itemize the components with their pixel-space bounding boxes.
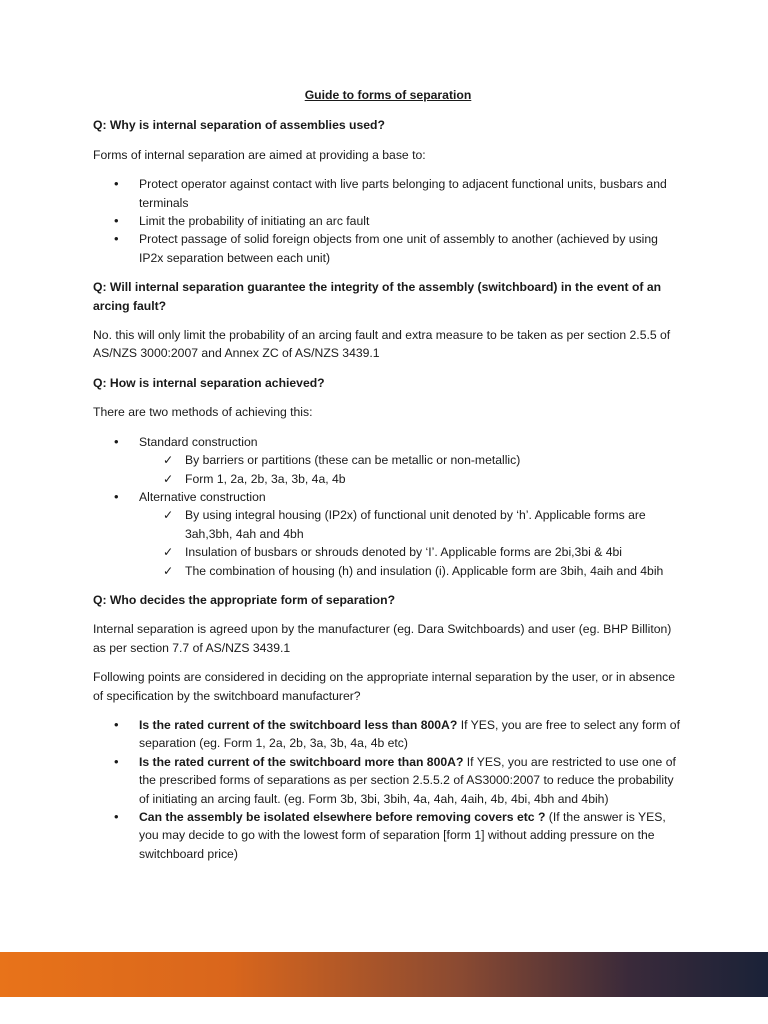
purpose-list [93,175,683,267]
list-item: ✓ By using integral housing (IP2x) of functional unit denoted by ‘h’. Applicable forms are 3ah,3bh, 4ah and 4bh [163,508,646,541]
list-item: ✓ Insulation of busbars or shrouds denoted by ‘I’. Applicable forms are 2bi,3bi & 4bi [139,543,683,561]
question-guarantee-integrity: Q: Will internal separation guarantee the integrity of the assembly (switchboard) in the event of an arcing fault? [93,280,662,313]
method-name: Standard construction [139,434,258,449]
method-name: Alternative construction [139,489,266,504]
list-item: • Protect passage of solid foreign objects from one unit of assembly to another (achieved by using IP2x separation between each unit) [93,230,683,267]
methods-intro: There are two methods of achieving this: [93,405,313,420]
question-how-achieved: Q: How is internal separation achieved? [93,375,325,390]
list-item: • Protect operator against contact with live parts belonging to adjacent functional units, busbars and terminals [93,175,683,212]
question-why-used: Q: Why is internal separation of assemblies used? [93,118,385,133]
checkmark-icon: ✓ [163,563,174,578]
point-answer: (If the answer is YES, you may decide to go with the lowest form of separation [form 1] without adding pressure on the switchboard price) [139,810,666,861]
answer-intro: Forms of internal separation are aimed at providing a base to: [93,147,426,162]
list-item [93,433,683,488]
list-item: • Limit the probability of initiating an arc fault [93,212,683,230]
methods-list [93,433,683,580]
point-question: Can the assembly be isolated elsewhere before removing covers etc ? [139,810,546,824]
answer-who-decides: Internal separation is agreed upon by the manufacturer (eg. Dara Switchboards) and user (eg. BHP Billiton) as per section 7.7 of AS/NZS 3439.1 [93,622,672,655]
sub-list [139,451,683,488]
considerations-list [93,716,683,863]
checkmark-icon: ✓ [163,545,174,560]
checkmark-icon: ✓ [163,453,174,468]
question-who-decides: Q: Who decides the appropriate form of separation? [93,592,396,607]
checkmark-icon: ✓ [163,508,174,523]
checkmark-icon: ✓ [163,471,174,486]
point-answer: If YES, you are restricted to use one of the prescribed forms of separations as per section 2.5.5.2 of AS3000:2007 to reduce the probability of initiating an arcing fault. (eg. Form 3b, 3bi, 3bih, 4a, 4ah, 4aih, 4b, 4bi, 4bh and 4bih) [139,754,676,806]
point-question: Is the rated current of the switchboard less than 800A? [139,717,458,732]
answer-guarantee: No. this will only limit the probability of an arcing fault and extra measure to be taken as per section 2.5.5 of AS/NZS 3000:2007 and Annex ZC of AS/NZS 3439.1 [93,328,671,361]
list-item [93,753,683,808]
list-item: ✓ The combination of housing (h) and insulation (i). Applicable form are 3bih, 4aih and 4bih [139,562,683,580]
point-question: Is the rated current of the switchboard more than 800A? [139,754,464,769]
list-item [93,488,683,580]
point-answer: If YES, you are free to select any form of separation (eg. Form 1, 2a, 2b, 3a, 3b, 4a, 4b etc) [139,717,680,751]
list-item: ✓ By barriers or partitions (these can be metallic or non-metallic) [139,451,683,469]
points-intro: Following points are considered in deciding on the appropriate internal separation by the user, or in absence of specification by the switchboard manufacturer? [93,670,675,703]
list-item [93,716,683,753]
document-title: Guide to forms of separation [304,88,472,102]
sub-list [139,506,683,580]
list-item: ✓ Form 1, 2a, 2b, 3a, 3b, 4a, 4b [139,470,683,488]
footer-gradient-bar [0,952,768,997]
list-item [93,808,683,863]
document-page [93,86,683,874]
